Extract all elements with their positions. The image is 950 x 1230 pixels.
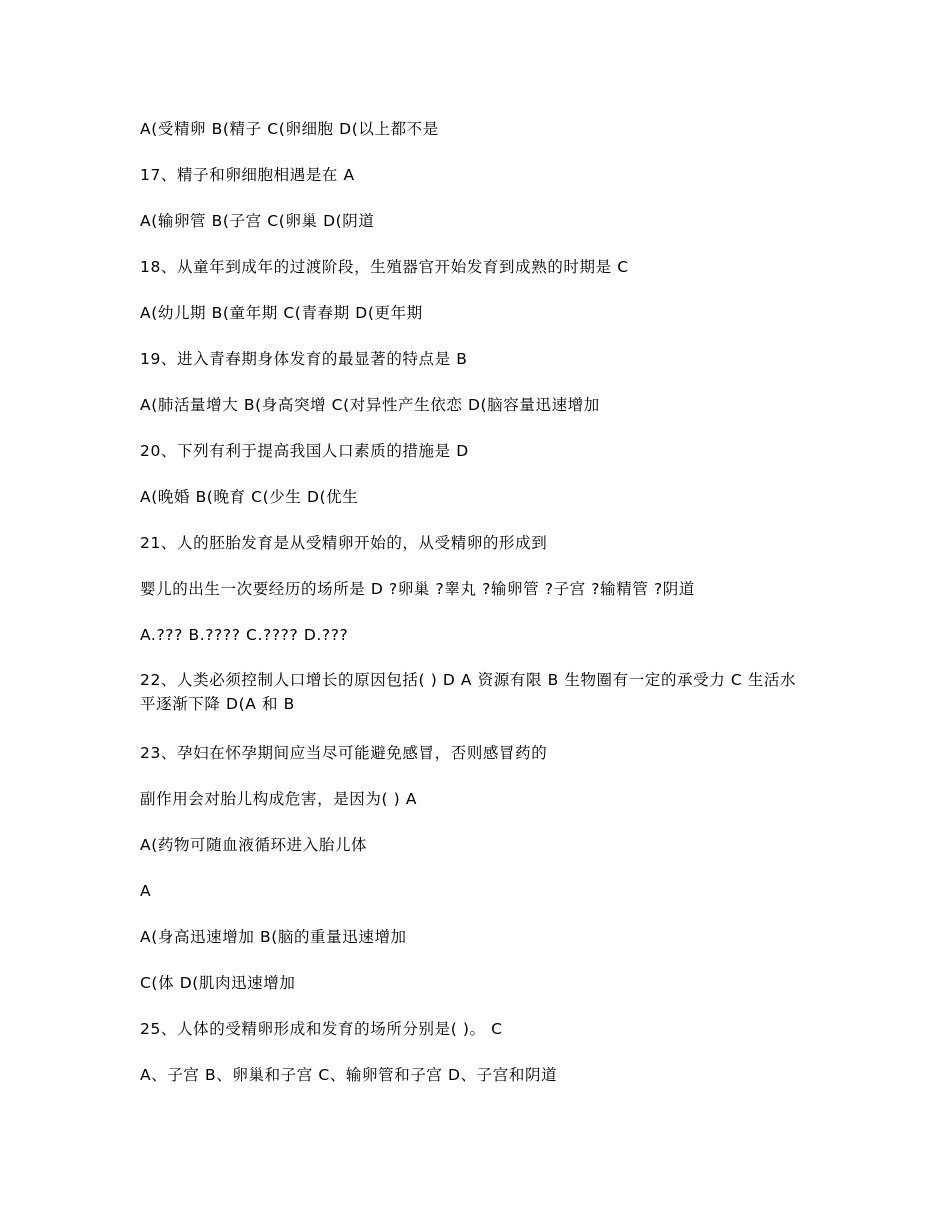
- question-21: 21、人的胚胎发育是从受精卵开始的，从受精卵的形成到: [140, 534, 548, 552]
- text-line: 副作用会对胎儿构成危害，是因为( ) A: [140, 790, 418, 808]
- text-line: A.??? B.???? C.???? D.???: [140, 626, 349, 644]
- question-18: 18、从童年到成年的过渡阶段，生殖器官开始发育到成熟的时期是 C: [140, 258, 629, 276]
- question-20: 20、下列有利于提高我国人口素质的措施是 D: [140, 442, 469, 460]
- text-line: A: [140, 882, 152, 900]
- text-line: A(药物可随血液循环进入胎儿体: [140, 836, 368, 854]
- text-line: A(肺活量增大 B(身高突增 C(对异性产生依恋 D(脑容量迅速增加: [140, 396, 600, 414]
- question-23: 23、孕妇在怀孕期间应当尽可能避免感冒，否则感冒药的: [140, 744, 548, 762]
- text-line: A(幼儿期 B(童年期 C(青春期 D(更年期: [140, 304, 423, 322]
- text-line: A(身高迅速增加 B(脑的重量迅速增加: [140, 928, 407, 946]
- text-line: A(受精卵 B(精子 C(卵细胞 D(以上都不是: [140, 120, 439, 138]
- question-22: 22、人类必须控制人口增长的原因包括( ) D A 资源有限 B 生物圈有一定的承受力 C 生活水平逐渐下降 D(A 和 B: [140, 671, 797, 713]
- text-line: A、子宫 B、卵巢和子宫 C、输卵管和子宫 D、子宫和阴道: [140, 1066, 558, 1084]
- question-17: 17、精子和卵细胞相遇是在 A: [140, 166, 355, 184]
- question-25: 25、人体的受精卵形成和发育的场所分别是( )。 C: [140, 1020, 503, 1038]
- text-line: C(体 D(肌肉迅速增加: [140, 974, 296, 992]
- question-19: 19、进入青春期身体发育的最显著的特点是 B: [140, 350, 468, 368]
- text-line: 婴儿的出生一次要经历的场所是 D ?卵巢 ?睾丸 ?输卵管 ?子宫 ?输精管 ?阴道: [140, 580, 695, 598]
- text-line: A(输卵管 B(子宫 C(卵巢 D(阴道: [140, 212, 375, 230]
- text-line: A(晚婚 B(晚育 C(少生 D(优生: [140, 488, 359, 506]
